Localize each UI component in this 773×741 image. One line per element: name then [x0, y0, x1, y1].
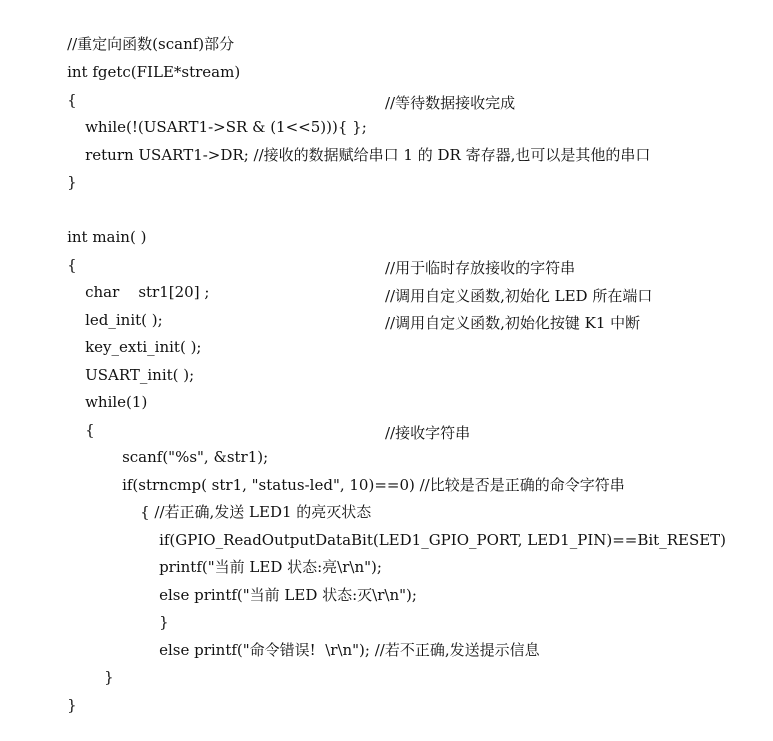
code-line — [48, 229, 77, 274]
code-line — [66, 119, 651, 164]
code-line — [85, 641, 114, 686]
code-text: while(!(USART1->SR & (1<<5))){ }; — [85, 118, 367, 136]
code-comment: //调用自定义函数,初始化 LED 所在端口 — [385, 287, 653, 305]
code-comment: //接收字符串 — [385, 424, 471, 442]
code-text: key_exti_init( ); — [85, 338, 202, 356]
code-line — [103, 421, 471, 466]
code-line — [140, 614, 540, 659]
code-text: USART_init( ); — [85, 366, 195, 384]
code-text: while(1) — [85, 393, 148, 411]
code-line — [103, 449, 625, 494]
code-text: printf("当前 LED 状态:亮\r\n"); — [159, 558, 382, 576]
code-text: if(strncmp( str1, "status-led", 10)==0) //比较是否是正确的命令字符串 — [122, 476, 625, 494]
code-text: led_init( ); — [85, 311, 163, 329]
code-text: } — [67, 173, 77, 191]
code-text: scanf("%s", &str1); — [122, 448, 269, 466]
code-comment: //用于临时存放接收的字符串 — [385, 259, 576, 277]
code-text: { — [85, 421, 95, 439]
code-line — [48, 669, 77, 714]
code-line — [140, 531, 382, 576]
code-text: else printf("当前 LED 状态:灭\r\n"); — [159, 586, 417, 604]
code-text: int fgetc(FILE*stream) — [67, 63, 241, 81]
code-line — [66, 91, 516, 136]
code-comment: //调用自定义函数,初始化按键 K1 中断 — [385, 314, 641, 332]
code-text: } — [67, 696, 77, 714]
code-line — [121, 476, 372, 521]
code-line — [66, 394, 95, 439]
code-line — [48, 64, 77, 109]
code-text: return USART1->DR; //接收的数据赋给串口 1 的 DR 寄存器,也可以是其他的串口 — [85, 146, 651, 164]
code-line — [48, 36, 241, 81]
code-line — [140, 504, 727, 549]
code-text: if(GPIO_ReadOutputDataBit(LED1_GPIO_PORT, LED1_PIN)==Bit_RESET) — [159, 531, 727, 549]
code-text: else printf("命令错误! \r\n"); //若不正确,发送提示信息 — [159, 641, 540, 659]
code-text: { — [67, 256, 77, 274]
code-line — [66, 339, 195, 384]
code-text: //重定向函数(scanf)部分 — [67, 35, 235, 53]
code-line — [48, 8, 235, 53]
code-comment: //等待数据接收完成 — [385, 94, 516, 112]
code-text: int main( ) — [67, 228, 147, 246]
code-text: } — [159, 613, 169, 631]
code-text: { — [67, 91, 77, 109]
code-line — [140, 559, 417, 604]
code-text: } — [104, 668, 114, 686]
code-text: char str1[20] ; — [85, 283, 210, 301]
code-line — [48, 201, 147, 246]
code-line — [140, 586, 169, 631]
code-line — [66, 311, 641, 356]
code-line — [48, 146, 77, 191]
code-text: { //若正确,发送 LED1 的亮灭状态 — [140, 503, 372, 521]
code-line — [66, 366, 148, 411]
